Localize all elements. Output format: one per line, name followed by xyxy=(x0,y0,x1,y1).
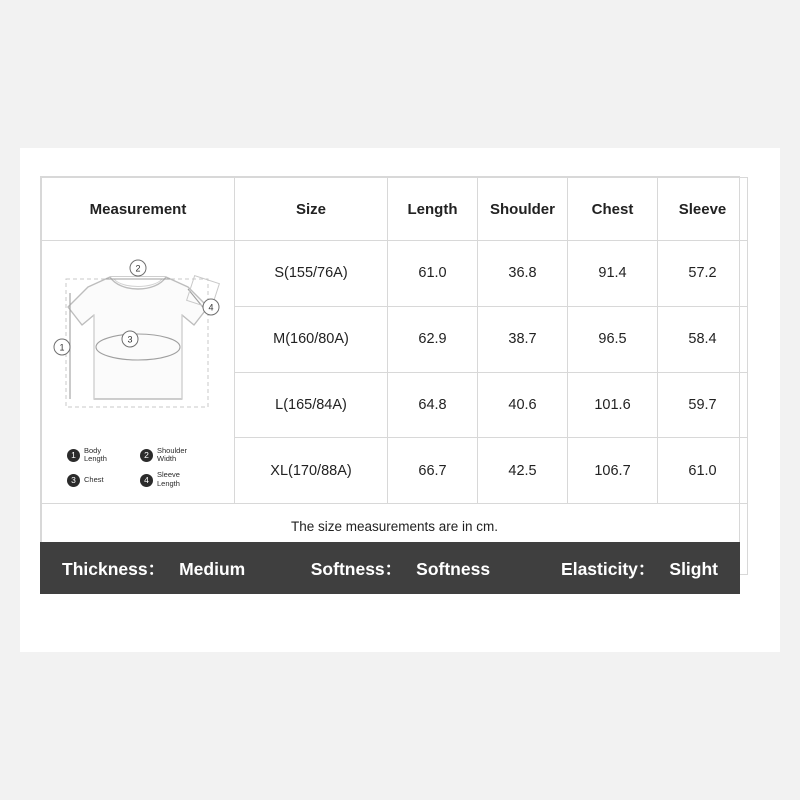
cell-chest: 91.4 xyxy=(568,241,658,307)
cell-length: 66.7 xyxy=(388,438,478,504)
size-chart-table xyxy=(41,177,748,575)
column-header-length: Length xyxy=(388,178,478,241)
svg-text:2: 2 xyxy=(135,263,141,274)
size-chart-table-wrapper xyxy=(40,176,740,576)
cell-size: L(165/84A) xyxy=(235,372,388,438)
legend-item-sleeve-length xyxy=(140,471,209,489)
legend-item-chest xyxy=(67,471,136,489)
cell-length: 62.9 xyxy=(388,306,478,372)
column-header-measurement: Measurement xyxy=(42,178,235,241)
property-thickness xyxy=(62,556,245,581)
column-header-sleeve: Sleeve xyxy=(658,178,748,241)
cell-sleeve: 61.0 xyxy=(658,438,748,504)
softness-value: Softness xyxy=(416,558,491,579)
column-header-shoulder: Shoulder xyxy=(478,178,568,241)
table-header-row xyxy=(42,178,748,241)
legend-item-body-length xyxy=(67,447,136,465)
table-body xyxy=(42,241,748,575)
svg-text:3: 3 xyxy=(127,334,133,345)
thickness-value: Medium xyxy=(179,558,246,579)
legend-badge-3: 3 xyxy=(67,474,80,487)
diagram-legend xyxy=(67,447,209,489)
fabric-properties-bar xyxy=(40,542,740,594)
column-header-chest: Chest xyxy=(568,178,658,241)
legend-label-chest: Chest xyxy=(84,474,104,484)
table-row xyxy=(42,241,748,307)
cell-shoulder: 38.7 xyxy=(478,306,568,372)
cell-size: XL(170/88A) xyxy=(235,438,388,504)
cell-size: M(160/80A) xyxy=(235,306,388,372)
cell-shoulder: 36.8 xyxy=(478,241,568,307)
cell-shoulder: 40.6 xyxy=(478,372,568,438)
softness-label: Softness： xyxy=(310,558,403,579)
svg-text:1: 1 xyxy=(59,342,65,353)
legend-badge-2: 2 xyxy=(140,449,153,462)
property-elasticity xyxy=(561,556,718,581)
legend-badge-4: 4 xyxy=(140,474,153,487)
cell-length: 61.0 xyxy=(388,241,478,307)
legend-item-shoulder-width xyxy=(140,447,209,465)
cell-sleeve: 57.2 xyxy=(658,241,748,307)
cell-chest: 106.7 xyxy=(568,438,658,504)
measurement-diagram-cell xyxy=(42,241,235,504)
cell-chest: 96.5 xyxy=(568,306,658,372)
elasticity-label: Elasticity： xyxy=(561,558,656,579)
cell-length: 64.8 xyxy=(388,372,478,438)
legend-label-sleeve-length: Sleeve Length xyxy=(157,470,180,489)
svg-text:4: 4 xyxy=(208,302,214,313)
elasticity-value: Slight xyxy=(669,558,718,579)
table-header xyxy=(42,178,748,241)
cell-chest: 101.6 xyxy=(568,372,658,438)
property-softness xyxy=(311,556,490,581)
legend-label-body-length: Body Length xyxy=(84,445,107,464)
cell-sleeve: 59.7 xyxy=(658,372,748,438)
legend-label-shoulder-width: Shoulder Width xyxy=(157,445,188,464)
cell-shoulder: 42.5 xyxy=(478,438,568,504)
column-header-size: Size xyxy=(235,178,388,241)
cell-sleeve: 58.4 xyxy=(658,306,748,372)
size-chart-card xyxy=(20,148,780,652)
cell-size: S(155/76A) xyxy=(235,241,388,307)
thickness-label: Thickness： xyxy=(62,558,166,579)
tshirt-diagram-icon xyxy=(48,249,228,439)
legend-badge-1: 1 xyxy=(67,449,80,462)
note-line-units: The size measurements are in cm. xyxy=(290,519,499,534)
